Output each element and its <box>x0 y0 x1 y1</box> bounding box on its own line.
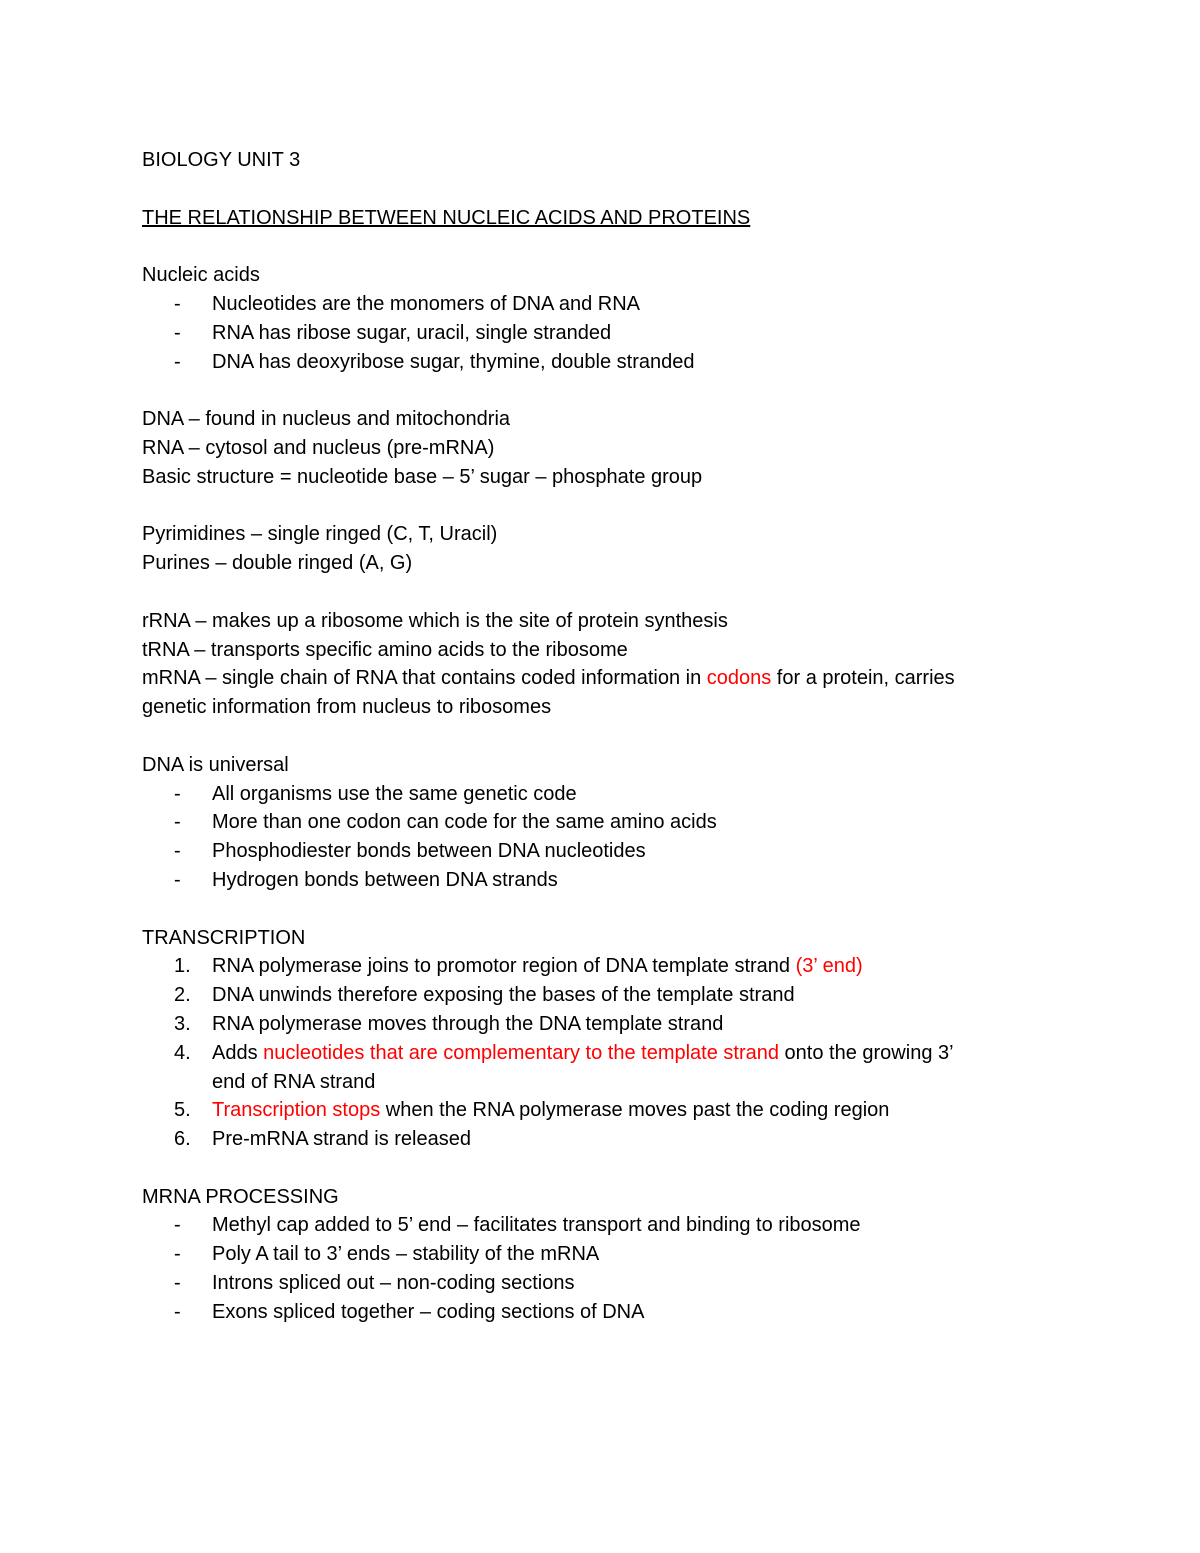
dash-marker: - <box>174 1300 181 1323</box>
step-text-part: onto the growing 3’ <box>779 1041 954 1064</box>
dash-marker: - <box>174 292 181 315</box>
mrna-line <box>142 664 1062 693</box>
transcription-stops-highlight: Transcription stops <box>212 1099 381 1122</box>
list-item <box>142 1211 1062 1240</box>
step-text <box>212 1096 889 1125</box>
list-item-text: Phosphodiester bonds between DNA nucleotides <box>212 840 646 863</box>
list-item-text: Methyl cap added to 5’ end – facilitates transport and binding to ribosome <box>212 1214 861 1237</box>
list-item-text: Hydrogen bonds between DNA strands <box>212 868 558 891</box>
document-body <box>142 146 1062 1327</box>
step-text-cont: end of RNA strand <box>212 1070 376 1093</box>
list-item <box>142 1269 1062 1298</box>
list-item <box>142 319 1062 348</box>
section-heading: THE RELATIONSHIP BETWEEN NUCLEIC ACIDS AND PROTEINS <box>142 206 751 229</box>
dash-marker: - <box>174 811 181 834</box>
text-line: Pyrimidines – single ringed (C, T, Uracil) <box>142 523 498 546</box>
dash-marker: - <box>174 1214 181 1237</box>
list-item <box>142 1298 1062 1327</box>
dash-marker: - <box>174 321 181 344</box>
list-item <box>142 290 1062 319</box>
mrna-text: mRNA – single chain of RNA that contains coded information in <box>142 667 707 690</box>
numbered-item <box>142 952 1062 981</box>
text-line: DNA – found in nucleus and mitochondria <box>142 408 511 431</box>
number-marker: 5. <box>174 1099 191 1122</box>
number-marker: 6. <box>174 1128 191 1151</box>
list-item-text: Exons spliced together – coding sections of DNA <box>212 1300 645 1323</box>
doc-title: BIOLOGY UNIT 3 <box>142 149 301 171</box>
step-text-part: Adds <box>212 1041 264 1064</box>
text-line: Purines – double ringed (A, G) <box>142 552 413 575</box>
step-text-part: when the RNA polymerase moves past the coding region <box>380 1099 890 1122</box>
step-text-part: RNA polymerase joins to promotor region of DNA template strand <box>212 955 796 978</box>
transcription-label: TRANSCRIPTION <box>142 926 306 949</box>
mrna-line-cont: genetic information from nucleus to ribosomes <box>142 696 552 719</box>
numbered-item <box>142 981 1062 1010</box>
numbered-item-cont <box>142 1068 1062 1097</box>
three-prime-highlight: (3’ end) <box>795 955 863 978</box>
number-marker: 4. <box>174 1041 191 1064</box>
number-marker: 1. <box>174 955 191 978</box>
numbered-item <box>142 1096 1062 1125</box>
nucleic-acids-label: Nucleic acids <box>142 264 260 287</box>
text-line: Basic structure = nucleotide base – 5’ sugar – phosphate group <box>142 465 703 488</box>
mrna-processing-label: MRNA PROCESSING <box>142 1185 339 1208</box>
rrna-line: rRNA – makes up a ribosome which is the site of protein synthesis <box>142 609 728 632</box>
dash-marker: - <box>174 1243 181 1266</box>
dash-marker: - <box>174 1272 181 1295</box>
list-item-text: Nucleotides are the monomers of DNA and RNA <box>212 292 640 315</box>
number-marker: 3. <box>174 1012 191 1035</box>
dna-universal-label: DNA is universal <box>142 753 289 776</box>
step-text: Pre-mRNA strand is released <box>212 1128 471 1151</box>
list-item-text: More than one codon can code for the same amino acids <box>212 811 717 834</box>
list-item <box>142 348 1062 377</box>
numbered-item <box>142 1039 1062 1068</box>
trna-line: tRNA – transports specific amino acids to the ribosome <box>142 638 628 661</box>
list-item <box>142 808 1062 837</box>
numbered-item <box>142 1125 1062 1154</box>
dash-marker: - <box>174 868 181 891</box>
dash-marker: - <box>174 782 181 805</box>
text-line: RNA – cytosol and nucleus (pre-mRNA) <box>142 436 495 459</box>
list-item <box>142 1240 1062 1269</box>
list-item-text: Introns spliced out – non-coding sections <box>212 1272 575 1295</box>
step-text <box>212 952 863 981</box>
list-item-text: DNA has deoxyribose sugar, thymine, double stranded <box>212 350 695 373</box>
number-marker: 2. <box>174 984 191 1007</box>
list-item <box>142 780 1062 809</box>
dash-marker: - <box>174 840 181 863</box>
list-item-text: All organisms use the same genetic code <box>212 782 577 805</box>
step-text <box>212 1039 954 1068</box>
mrna-text-cont: for a protein, carries <box>771 667 955 690</box>
list-item <box>142 866 1062 895</box>
list-item <box>142 837 1062 866</box>
list-item-text: Poly A tail to 3’ ends – stability of the mRNA <box>212 1243 600 1266</box>
step-text: DNA unwinds therefore exposing the bases of the template strand <box>212 984 795 1007</box>
step-text: RNA polymerase moves through the DNA template strand <box>212 1012 724 1035</box>
list-item-text: RNA has ribose sugar, uracil, single stranded <box>212 321 612 344</box>
nucleotides-highlight: nucleotides that are complementary to the template strand <box>263 1041 779 1064</box>
dash-marker: - <box>174 350 181 373</box>
codons-highlight: codons <box>706 667 772 690</box>
numbered-item <box>142 1010 1062 1039</box>
